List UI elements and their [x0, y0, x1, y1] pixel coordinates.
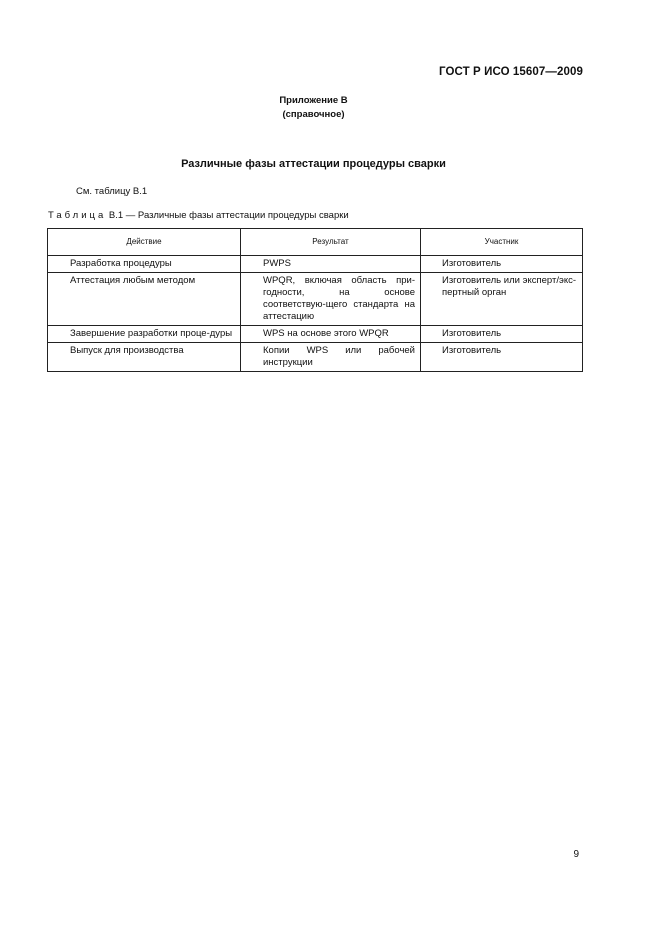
cell-action: Завершение разработки проце-дуры	[48, 326, 241, 343]
table-caption-text: В.1 — Различные фазы аттестации процедуры сварки	[108, 210, 349, 221]
cell-result	[241, 343, 421, 372]
table-row	[48, 343, 583, 372]
table-header-row	[48, 229, 583, 256]
annex-subtitle: (справочное)	[282, 109, 345, 120]
cell-participant	[421, 256, 583, 273]
table-row	[48, 256, 583, 273]
annex-title: Приложение В	[279, 95, 348, 106]
cell-participant-text: Изготовитель	[442, 328, 502, 339]
cell-participant-text: Изготовитель	[442, 345, 502, 356]
column-header-result: Результат	[241, 229, 421, 256]
cell-result-text: Копии WPS или рабочей инструкции	[263, 345, 415, 368]
column-header-participant: Участник	[421, 229, 583, 256]
cell-result-text: PWPS	[263, 258, 291, 269]
cell-participant-text: Изготовитель или эксперт/экс-пертный орган	[442, 275, 576, 298]
annex-heading	[0, 94, 627, 122]
table-row	[48, 273, 583, 326]
cell-result	[241, 273, 421, 326]
cell-action: Разработка процедуры	[48, 256, 241, 273]
table-reference: См. таблицу В.1	[76, 186, 148, 197]
phases-table	[47, 228, 583, 372]
column-header-action: Действие	[48, 229, 241, 256]
cell-result	[241, 256, 421, 273]
cell-participant	[421, 343, 583, 372]
table-caption-word: Таблица	[48, 210, 107, 221]
cell-participant	[421, 326, 583, 343]
cell-result-text: WPS на основе этого WPQR	[263, 328, 389, 339]
cell-participant	[421, 273, 583, 326]
page-number: 9	[573, 849, 579, 860]
cell-result	[241, 326, 421, 343]
cell-participant-text: Изготовитель	[442, 258, 502, 269]
cell-action: Выпуск для производства	[48, 343, 241, 372]
document-code: ГОСТ Р ИСО 15607—2009	[438, 66, 583, 78]
table-caption	[48, 210, 349, 221]
cell-result-text: WPQR, включая область при-годности, на основе соответствую-щего стандарта на аттестацию	[263, 275, 415, 322]
cell-action: Аттестация любым методом	[48, 273, 241, 326]
section-title: Различные фазы аттестации процедуры сварки	[181, 158, 446, 170]
table-row	[48, 326, 583, 343]
